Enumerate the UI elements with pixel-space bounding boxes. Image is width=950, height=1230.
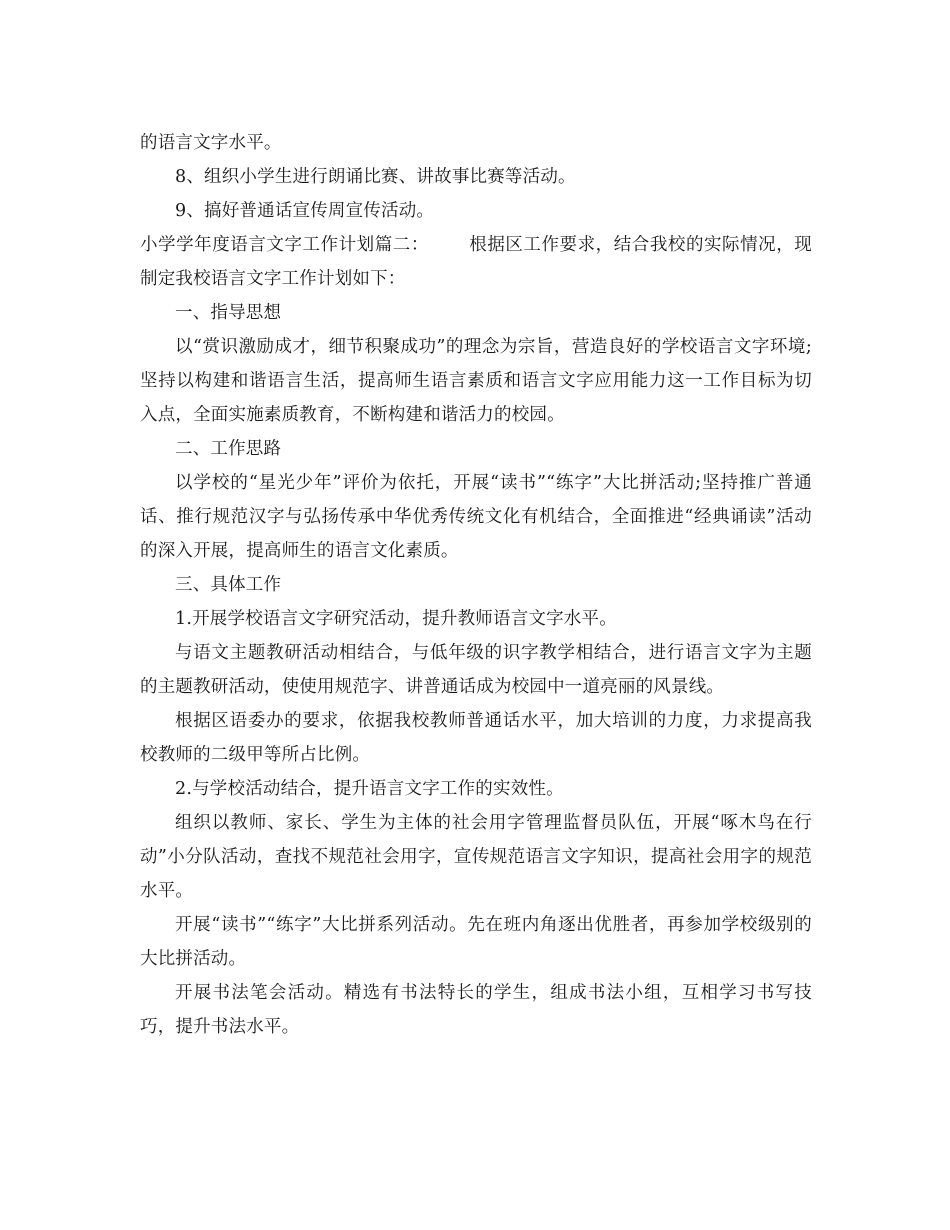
paragraph: 以学校的“星光少年”评价为依托，开展“读书”“练字”大比拼活动;坚持推广普通话、推行规范汉字与弘扬传承中华优秀传统文化有机结合，全面推进“经典诵读”活动的深入开展，提高师生的语言文化素质。 (140, 473, 812, 561)
paragraph: 开展书法笔会活动。精选有书法特长的学生，组成书法小组，互相学习书写技巧，提升书法水平。 (140, 983, 812, 1037)
section-intro-paragraph (140, 228, 812, 296)
paragraph: 根据区语委办的要求，依据我校教师普通话水平，加大培训的力度，力求提高我校教师的二级甲等所占比例。 (140, 711, 812, 765)
heading-guiding-ideology: 一、指导思想 (175, 303, 282, 323)
document-body (140, 126, 812, 1044)
subheading: 2.与学校活动结合，提升语言文字工作的实效性。 (175, 779, 564, 799)
paragraph: 组织以教师、家长、学生为主体的社会用字管理监督员队伍，开展“啄木鸟在行动”小分队活动，查找不规范社会用字，宣传规范语言文字知识，提高社会用字的规范水平。 (140, 813, 812, 901)
paragraph: 与语文主题教研活动相结合，与低年级的识字教学相结合，进行语言文字为主题的主题教研活动，使使用规范字、讲普通话成为校园中一道亮丽的风景线。 (140, 643, 812, 697)
list-item: 9、搞好普通话宣传周宣传活动。 (175, 201, 435, 221)
heading-work-approach: 二、工作思路 (175, 439, 282, 459)
paragraph: 开展“读书”“练字”大比拼系列活动。先在班内角逐出优胜者，再参加学校级别的大比拼活动。 (140, 915, 812, 969)
subheading: 1.开展学校语言文字研究活动，提升教师语言文字水平。 (175, 609, 617, 629)
section-title: 小学学年度语言文字工作计划篇二： (140, 235, 429, 255)
heading-specific-work: 三、具体工作 (175, 575, 282, 595)
list-item: 8、组织小学生进行朗诵比赛、讲故事比赛等活动。 (175, 167, 576, 187)
lead-fragment: 的语言文字水平。 (140, 133, 282, 153)
intro-text: 根据区工作要求，结合我校的实际情况，现制定我校语言文字工作计划如下： (140, 235, 812, 289)
paragraph: 以“赏识激励成才，细节积聚成功”的理念为宗旨，营造良好的学校语言文字环境;坚持以构建和谐语言生活，提高师生语言素质和语言文字应用能力这一工作目标为切入点，全面实施素质教育，不断构建和谐活力的校园。 (140, 337, 812, 425)
